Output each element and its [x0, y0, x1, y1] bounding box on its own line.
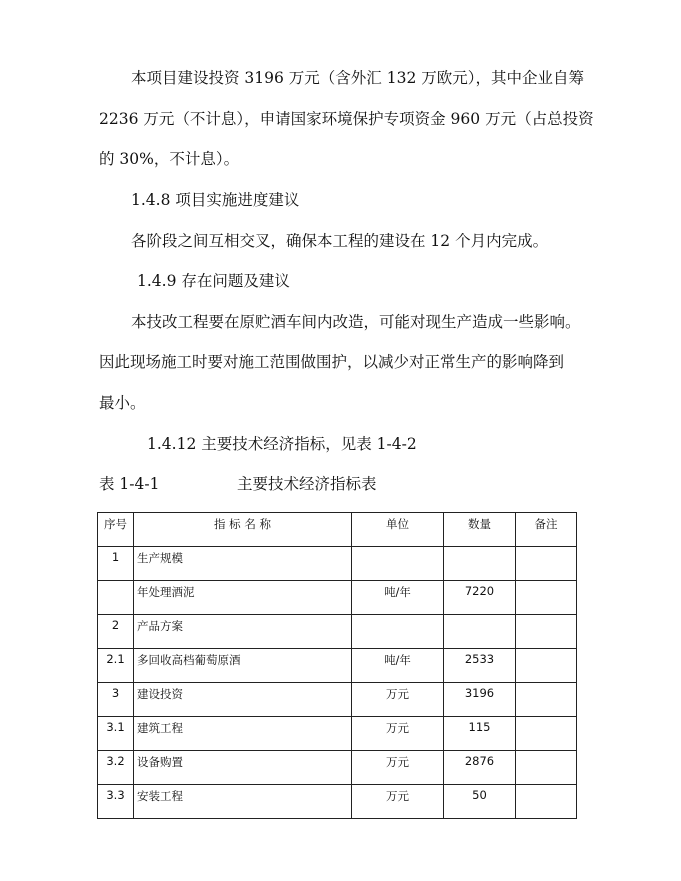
- cell-no: 3.3: [98, 785, 134, 819]
- cell-qty: 115: [444, 717, 516, 751]
- cell-unit: 万元: [352, 717, 444, 751]
- cell-unit: 吨/年: [352, 649, 444, 683]
- investment-line-2: 2236 万元（不计息），申请国家环境保护专项资金 960 万元（占总投资: [99, 110, 594, 128]
- cell-qty: 3196: [444, 683, 516, 717]
- header-qty: 数量: [444, 513, 516, 547]
- cell-name: 生产规模: [134, 547, 352, 581]
- investment-line-1: 本项目建设投资 3196 万元（含外汇 132 万欧元），其中企业自筹: [131, 69, 584, 87]
- tech-economic-indicators-table: [97, 512, 577, 819]
- cell-note: [516, 785, 577, 819]
- cell-no: 1: [98, 547, 134, 581]
- cell-name: 设备购置: [134, 751, 352, 785]
- table-header-row: [98, 513, 577, 547]
- cell-no: 3.2: [98, 751, 134, 785]
- cell-qty: 7220: [444, 581, 516, 615]
- section-heading-1-4-9: 1.4.9 存在问题及建议: [137, 272, 290, 290]
- cell-name: 年处理酒泥: [134, 581, 352, 615]
- schedule-paragraph: 各阶段之间互相交叉，确保本工程的建设在 12 个月内完成。: [131, 232, 549, 250]
- cell-note: [516, 547, 577, 581]
- cell-unit: 吨/年: [352, 581, 444, 615]
- cell-unit: 万元: [352, 683, 444, 717]
- cell-name: 建筑工程: [134, 717, 352, 751]
- cell-qty: 50: [444, 785, 516, 819]
- section-heading-1-4-12: 1.4.12 主要技术经济指标，见表 1-4-2: [147, 435, 417, 453]
- table-row: [98, 751, 577, 785]
- cell-name: 产品方案: [134, 615, 352, 649]
- cell-name: 安装工程: [134, 785, 352, 819]
- cell-note: [516, 581, 577, 615]
- cell-no: 3.1: [98, 717, 134, 751]
- issues-line-3: 最小。: [99, 394, 146, 412]
- cell-name: 多回收高档葡萄原酒: [134, 649, 352, 683]
- cell-qty: [444, 615, 516, 649]
- cell-no: 2: [98, 615, 134, 649]
- cell-unit: 万元: [352, 785, 444, 819]
- cell-note: [516, 717, 577, 751]
- issues-line-2: 因此现场施工时要对施工范围做围护，以减少对正常生产的影响降到: [99, 353, 565, 371]
- table-row: [98, 615, 577, 649]
- cell-note: [516, 751, 577, 785]
- cell-note: [516, 649, 577, 683]
- cell-qty: 2533: [444, 649, 516, 683]
- cell-unit: 万元: [352, 751, 444, 785]
- cell-note: [516, 615, 577, 649]
- table-caption-title: 主要技术经济指标表: [237, 475, 377, 493]
- investment-line-3: 的 30%，不计息）。: [99, 150, 240, 168]
- cell-qty: [444, 547, 516, 581]
- cell-unit: [352, 615, 444, 649]
- table-row: [98, 547, 577, 581]
- header-no: 序号: [98, 513, 134, 547]
- cell-name: 建设投资: [134, 683, 352, 717]
- cell-note: [516, 683, 577, 717]
- table-row: [98, 785, 577, 819]
- table-row: [98, 717, 577, 751]
- cell-qty: 2876: [444, 751, 516, 785]
- section-heading-1-4-8: 1.4.8 项目实施进度建议: [131, 191, 300, 209]
- table-caption-number: 表 1-4-1: [99, 475, 160, 493]
- header-unit: 单位: [352, 513, 444, 547]
- cell-no: 3: [98, 683, 134, 717]
- table-row: [98, 581, 577, 615]
- cell-no: [98, 581, 134, 615]
- table-row: [98, 649, 577, 683]
- table-row: [98, 683, 577, 717]
- cell-no: 2.1: [98, 649, 134, 683]
- cell-unit: [352, 547, 444, 581]
- header-name: 指 标 名 称: [134, 513, 352, 547]
- header-note: 备注: [516, 513, 577, 547]
- issues-line-1: 本技改工程要在原贮酒车间内改造，可能对现生产造成一些影响。: [131, 313, 581, 331]
